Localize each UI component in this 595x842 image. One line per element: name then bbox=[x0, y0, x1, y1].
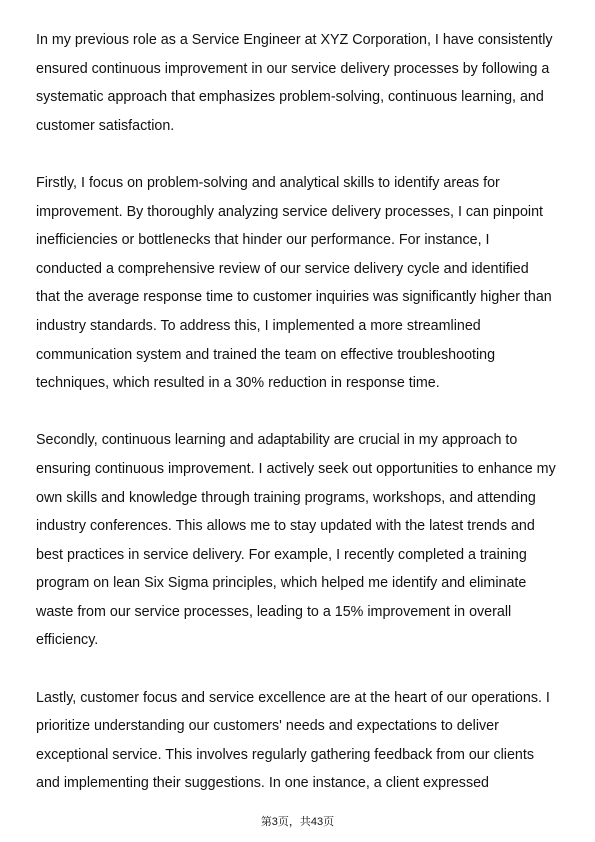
text-line: exceptional service. This involves regularly gathering feedback from our clients bbox=[36, 746, 534, 763]
paragraph-3 bbox=[36, 426, 564, 655]
text-line: inefficiencies or bottlenecks that hinder our performance. For instance, I bbox=[36, 232, 490, 249]
text-line: techniques, which resulted in a 30% reduction in response time. bbox=[36, 375, 440, 392]
text-line: that the average response time to customer inquiries was significantly higher than bbox=[36, 289, 552, 306]
page-number-footer: 第3页，共43页 bbox=[260, 816, 335, 828]
paragraph-4 bbox=[36, 684, 564, 798]
text-line: improvement. By thoroughly analyzing service delivery processes, I can pinpoint bbox=[36, 203, 543, 220]
document-body bbox=[36, 26, 564, 827]
text-line: industry standards. To address this, I implemented a more streamlined bbox=[36, 317, 481, 334]
text-line: program on lean Six Sigma principles, which helped me identify and eliminate bbox=[36, 575, 527, 592]
text-line: ensured continuous improvement in our service delivery processes by following a bbox=[36, 60, 550, 77]
text-line: communication system and trained the team on effective troubleshooting bbox=[36, 346, 496, 363]
text-line: Lastly, customer focus and service excellence are at the heart of our operations. I bbox=[36, 689, 550, 706]
text-line: industry conferences. This allows me to stay updated with the latest trends and bbox=[36, 518, 535, 535]
text-line: In my previous role as a Service Engineer at XYZ Corporation, I have consistently bbox=[36, 32, 553, 48]
text-line: best practices in service delivery. For example, I recently completed a training bbox=[36, 546, 527, 563]
paragraph-1 bbox=[36, 26, 564, 140]
text-line: own skills and knowledge through training programs, workshops, and attending bbox=[36, 489, 536, 506]
text-line: conducted a comprehensive review of our service delivery cycle and identified bbox=[36, 260, 529, 277]
text-line: prioritize understanding our customers' needs and expectations to deliver bbox=[36, 718, 499, 735]
text-line: efficiency. bbox=[36, 632, 99, 649]
paragraph-2 bbox=[36, 169, 564, 398]
text-line: and implementing their suggestions. In one instance, a client expressed bbox=[36, 775, 490, 792]
text-line: customer satisfaction. bbox=[36, 117, 175, 134]
text-line: systematic approach that emphasizes problem-solving, continuous learning, and bbox=[36, 89, 544, 106]
text-line: ensuring continuous improvement. I actively seek out opportunities to enhance my bbox=[36, 460, 556, 477]
text-line: Secondly, continuous learning and adaptability are crucial in my approach to bbox=[36, 432, 518, 449]
text-line: Firstly, I focus on problem-solving and analytical skills to identify areas for bbox=[36, 174, 500, 191]
text-line: waste from our service processes, leading to a 15% improvement in overall bbox=[36, 603, 512, 620]
